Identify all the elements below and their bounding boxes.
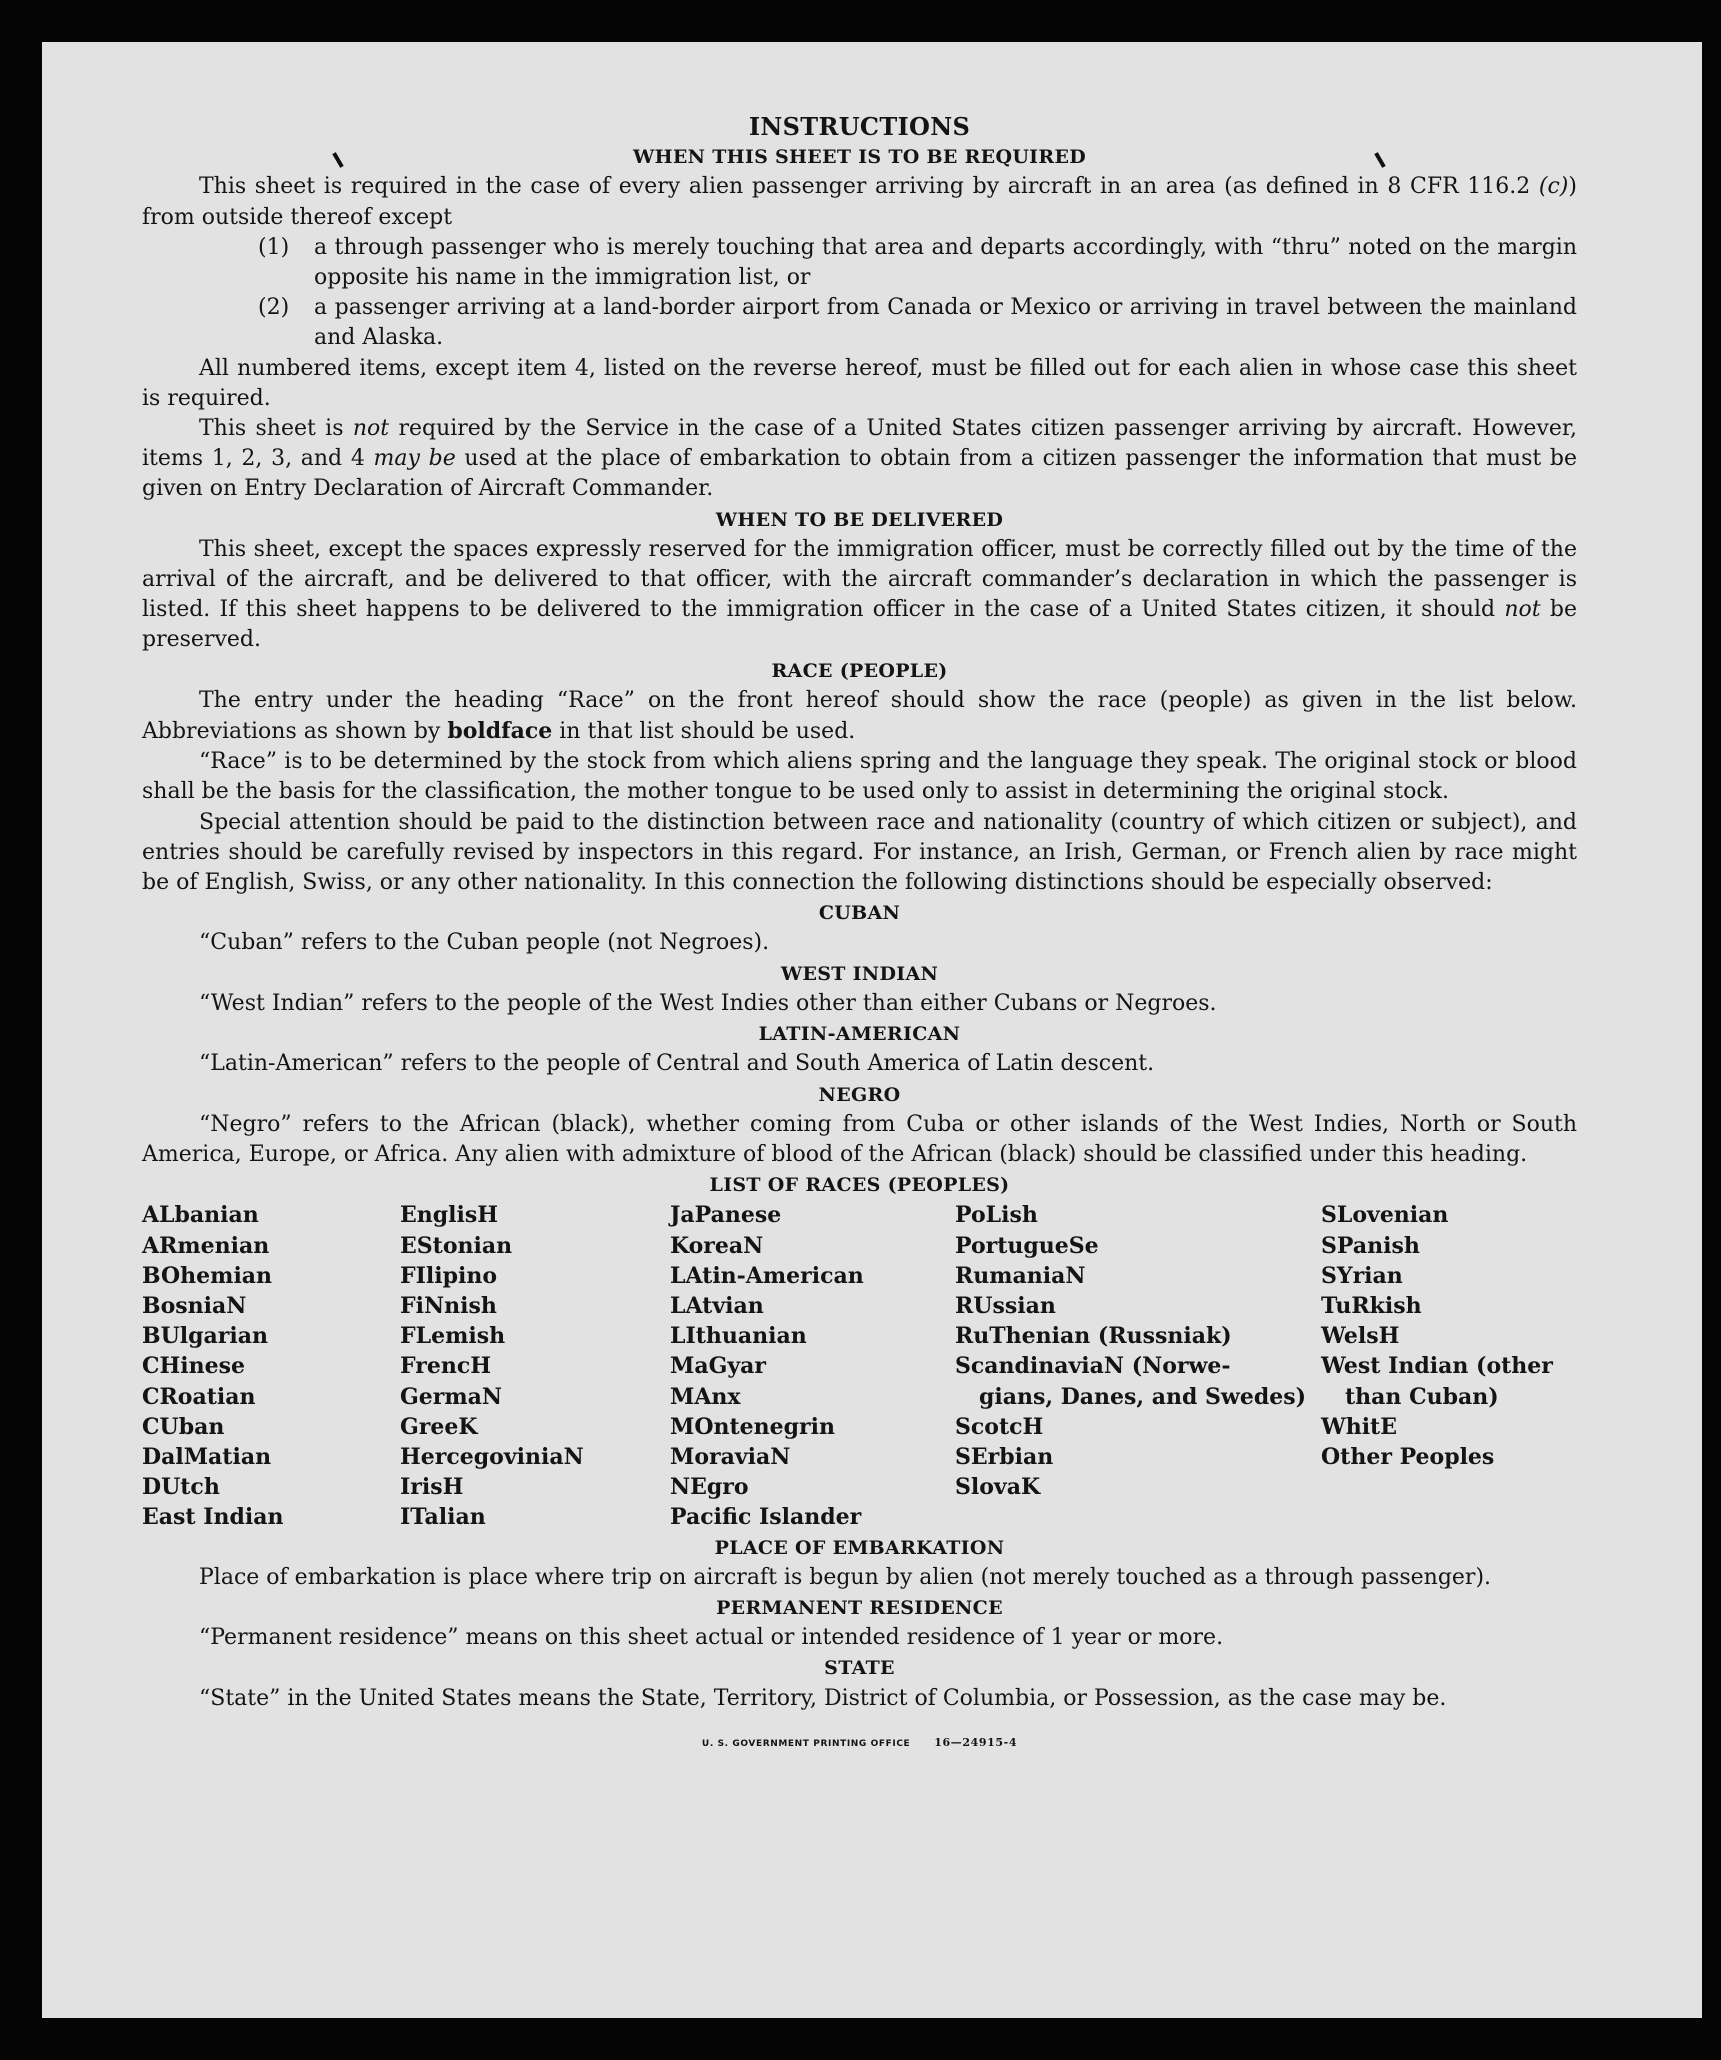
item-number: (1) (258, 234, 290, 260)
text: The entry under the heading “Race” on the front hereof should show the race (people) as given in the list below. Abbreviations as shown by (142, 687, 1577, 745)
item-text: a through passenger who is merely touching that area and departs accordingly, with “thru” noted on the margin opposite his name in the immigration list, or (314, 234, 1577, 291)
race-entry: RumaniaN (955, 1262, 1086, 1289)
race-entry: SlovaK (955, 1474, 1041, 1501)
races-list (142, 1200, 1577, 1532)
race-entry: BUlgarian (142, 1323, 268, 1350)
text: in that list should be used. (552, 719, 856, 745)
printer-imprint (142, 1728, 1577, 1759)
section-heading: LATIN-AMERICAN (758, 1023, 961, 1046)
race-entry: FiNnish (400, 1292, 497, 1319)
race-entry: DUtch (142, 1474, 220, 1501)
item-number: (2) (258, 295, 290, 321)
race-entry: RuThenian (Russniak) (955, 1323, 1232, 1350)
race-entry: ScotcH (955, 1413, 1044, 1440)
text: ) from outside thereof except (142, 174, 1577, 230)
paragraph (142, 686, 1577, 747)
race-entry: MOntenegrin (670, 1413, 835, 1440)
race-entry: Other Peoples (1321, 1443, 1495, 1470)
paragraph: “Negro” refers to the African (black), whether coming from Cuba or other islands of the West Indies, North or South America, Europe, or Africa. Any alien with admixture of blood of the African (black) should be classified under this heading. (142, 1111, 1577, 1167)
section-heading: PERMANENT RESIDENCE (716, 1596, 1003, 1619)
section-heading: WHEN THIS SHEET IS TO BE REQUIRED (632, 146, 1087, 169)
text: required by the Service in the case of a United States citizen passenger arriving by aircraft. However, items 1, 2, 3, and 4 (142, 416, 1577, 472)
section-heading: CUBAN (818, 902, 901, 925)
race-entry: LIthuanian (670, 1323, 807, 1350)
text: boldface (447, 718, 553, 745)
section-heading: WEST INDIAN (780, 962, 939, 985)
printer-name: U. S. GOVERNMENT PRINTING OFFICE (701, 1738, 911, 1749)
text: used at the place of embarkation to obtain from a citizen passenger the information that must be given on Entry Declaration of Aircraft Commander. (142, 446, 1577, 502)
paragraph: “Cuban” refers to the Cuban people (not Negroes). (199, 930, 770, 956)
races-column (400, 1200, 670, 1532)
race-entry: TuRkish (1321, 1292, 1422, 1319)
race-entry: gians, Danes, and Swedes) (979, 1383, 1307, 1410)
races-column (1321, 1200, 1577, 1532)
text: not (1504, 597, 1541, 623)
race-entry: MoraviaN (670, 1443, 791, 1470)
text: (c) (1538, 174, 1569, 200)
paragraph (142, 535, 1577, 656)
paragraph: “Latin-American” refers to the people of Central and South America of Latin descent. (199, 1051, 1155, 1077)
race-entry: EStonian (400, 1232, 513, 1259)
list-item (142, 293, 1577, 353)
race-entry: RUssian (955, 1292, 1056, 1319)
race-entry: West Indian (other (1321, 1353, 1553, 1380)
race-entry: FIlipino (400, 1262, 498, 1289)
paragraph: “West Indian” refers to the people of the West Indies other than either Cubans or Negroes. (199, 990, 1217, 1016)
race-entry: IrisH (400, 1474, 464, 1501)
section-heading: STATE (824, 1657, 895, 1680)
race-entry: CUban (142, 1413, 225, 1440)
race-entry: HercegoviniaN (400, 1443, 584, 1470)
race-entry: ScandinaviaN (Norwe- (955, 1353, 1231, 1380)
race-entry: DalMatian (142, 1443, 272, 1470)
race-entry: EnglisH (400, 1202, 499, 1229)
section-heading: NEGRO (818, 1083, 901, 1106)
paragraph (142, 414, 1577, 505)
race-entry: LAtin-American (670, 1262, 864, 1289)
race-entry: GermaN (400, 1383, 503, 1410)
paragraph: “Race” is to be determined by the stock from which aliens spring and the language they speak. The original stock or blood shall be the basis for the classification, the mother tongue to be used only to assist in determining the original stock. (142, 749, 1577, 805)
races-column (670, 1200, 955, 1532)
race-entry: Pacific Islander (670, 1504, 862, 1531)
race-entry: than Cuban) (1345, 1383, 1499, 1410)
document-title: INSTRUCTIONS (748, 112, 971, 141)
paragraph: “State” in the United States means the State, Territory, District of Columbia, or Possession, as the case may be. (199, 1685, 1447, 1711)
race-entry: SYrian (1321, 1262, 1403, 1289)
section-heading: RACE (PEOPLE) (771, 659, 948, 682)
race-entry: FrencH (400, 1353, 491, 1380)
text: may be (373, 446, 456, 472)
race-entry: CHinese (142, 1353, 246, 1380)
section-heading: WHEN TO BE DELIVERED (715, 508, 1004, 531)
race-entry: LAtvian (670, 1292, 764, 1319)
race-entry: SPanish (1321, 1232, 1420, 1259)
item-text: a passenger arriving at a land-border airport from Canada or Mexico or arriving in travel between the mainland and Alaska. (314, 295, 1577, 351)
paragraph: Special attention should be paid to the distinction between race and nationality (country of which citizen or subject), and entries should be carefully revised by inspectors in this regard. For instance, an Irish, German, or French alien by race might be of English, Swiss, or any other nationality. In this connection the following distinctions should be especially observed: (142, 809, 1577, 896)
race-entry: KoreaN (670, 1232, 764, 1259)
race-entry: BOhemian (142, 1262, 273, 1289)
paragraph (142, 172, 1577, 232)
paragraph: All numbered items, except item 4, listed on the reverse hereof, must be filled out for each alien in whose case this sheet is required. (142, 355, 1577, 411)
race-entry: SLovenian (1321, 1202, 1449, 1229)
text: not (352, 416, 390, 442)
form-code: 16—24915-4 (934, 1735, 1018, 1749)
race-entry: ARmenian (142, 1232, 270, 1259)
section-heading: LIST OF RACES (PEOPLES) (709, 1174, 1010, 1197)
race-entry: BosniaN (142, 1292, 247, 1319)
race-entry: MAnx (670, 1383, 741, 1410)
race-entry: JaPanese (670, 1202, 782, 1229)
instructions-document (142, 112, 1577, 1759)
race-entry: NEgro (670, 1474, 749, 1501)
race-entry: CRoatian (142, 1383, 256, 1410)
race-entry: WelsH (1321, 1323, 1400, 1350)
text: This sheet is required in the case of every alien passenger arriving by aircraft in an area (as defined in 8 CFR 116.2 (199, 174, 1539, 200)
list-item (142, 233, 1577, 293)
race-entry: WhitE (1321, 1413, 1397, 1440)
paragraph: Place of embarkation is place where trip on aircraft is begun by alien (not merely touched as a through passenger). (199, 1564, 1492, 1590)
race-entry: ALbanian (142, 1202, 259, 1229)
text: This sheet is (199, 416, 353, 442)
race-entry: SErbian (955, 1443, 1054, 1470)
race-entry: FLemish (400, 1323, 506, 1350)
race-entry: GreeK (400, 1413, 478, 1440)
race-entry: PoLish (955, 1202, 1038, 1229)
section-heading: PLACE OF EMBARKATION (714, 1536, 1005, 1559)
paragraph: “Permanent residence” means on this sheet actual or intended residence of 1 year or more. (199, 1625, 1224, 1651)
race-entry: PortugueSe (955, 1232, 1099, 1259)
text: This sheet, except the spaces expressly reserved for the immigration officer, must be correctly filled out by the time of the arrival of the aircraft, and be delivered to that officer, with the aircraft commander’s declaration in which the passenger is listed. If this sheet happens to be delivered to the immigration officer in the case of a United States citizen, it should (142, 536, 1577, 623)
race-entry: East Indian (142, 1504, 284, 1531)
races-column (142, 1200, 400, 1532)
race-entry: MaGyar (670, 1353, 767, 1380)
race-entry: ITalian (400, 1504, 486, 1531)
text: be preserved. (142, 597, 1577, 653)
races-column (955, 1200, 1321, 1532)
